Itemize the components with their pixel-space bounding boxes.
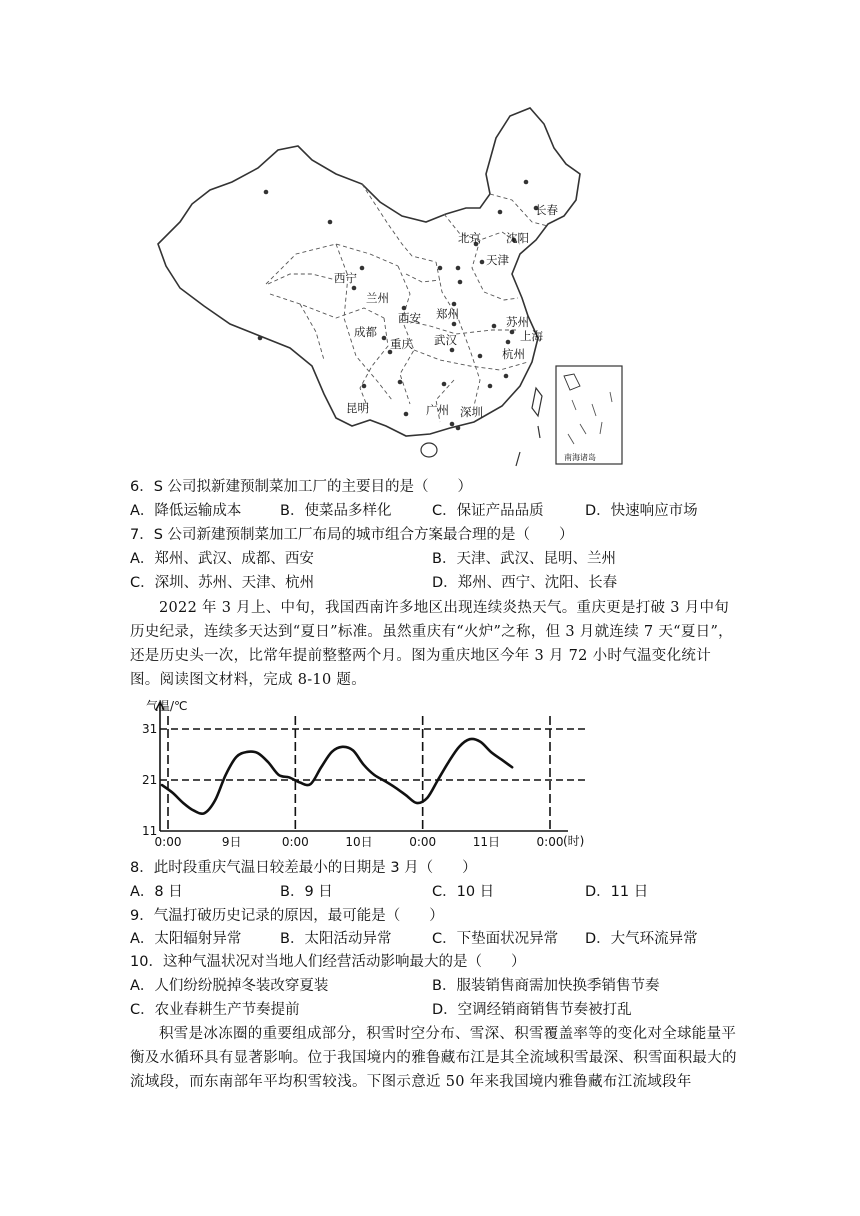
city-label-chengdu: 成都 xyxy=(354,325,377,339)
y-tick-label-2: 31 xyxy=(142,722,158,736)
city-label-chongqing: 重庆 xyxy=(390,337,413,351)
chart-ylabel: 气温/℃ xyxy=(146,699,188,713)
city-label-suzhou: 苏州 xyxy=(506,315,529,329)
q10-option-c[interactable]: C．农业春耕生产节奏提前 xyxy=(130,1002,300,1018)
hainan-island xyxy=(421,443,437,457)
q8-stem: 8．此时段重庆气温日较差最小的日期是 3 月（ ） xyxy=(130,860,477,876)
city-label-zhengzhou: 郑州 xyxy=(436,307,459,321)
q6-option-d[interactable]: D．快速响应市场 xyxy=(585,503,698,519)
q6-option-b[interactable]: B．使菜品多样化 xyxy=(280,503,392,519)
x-tick-label-3: 10日 xyxy=(345,835,373,849)
province-borders xyxy=(266,184,548,422)
city-label-hangzhou: 杭州 xyxy=(502,347,525,361)
q6-option-c[interactable]: C．保证产品品质 xyxy=(432,503,544,519)
q6-option-a[interactable]: A．降低运输成本 xyxy=(130,503,242,519)
passage-snow-cover: 积雪是冰冻圈的重要组成部分，积雪时空分布、雪深、积雪覆盖率等的变化对全球能量平衡及水循环具有显著影响。位于我国境内的雅鲁藏布江是其全流域积雪最深、积雪面积最大的流域段，而东南部年平均积雪较浅。下图示意近 50 年来我国境内雅鲁藏布江流域段年 xyxy=(130,1026,737,1090)
q9-option-d[interactable]: D．大气环流异常 xyxy=(585,931,698,947)
q7-option-d[interactable]: D．郑州、西宁、沈阳、长春 xyxy=(432,575,618,591)
q9-option-b[interactable]: B．太阳活动异常 xyxy=(280,931,392,947)
city-label-shenzhen: 深圳 xyxy=(460,405,483,419)
x-tick-label-4: 0:00 xyxy=(409,835,437,849)
x-tick-label-2: 0:00 xyxy=(281,835,309,849)
x-tick-label-1: 9日 xyxy=(221,835,242,849)
q9-stem: 9．气温打破历史记录的原因，最可能是（ ） xyxy=(130,908,444,924)
q10-option-b[interactable]: B．服装销售商需加快换季销售节奏 xyxy=(432,978,660,994)
q8-option-a[interactable]: A．8 日 xyxy=(130,884,183,900)
city-label-wuhan: 武汉 xyxy=(434,333,457,347)
city-label-xining: 西宁 xyxy=(334,271,357,285)
y-tick-label-0: 11 xyxy=(142,824,158,838)
city-label-xian: 西安 xyxy=(398,311,421,325)
q8-option-c[interactable]: C．10 日 xyxy=(432,884,495,900)
q10-stem: 10．这种气温状况对当地人们经营活动影响最大的是（ ） xyxy=(130,954,526,970)
city-label-shenyang: 沈阳 xyxy=(506,231,529,245)
passage-chongqing-heat: 2022 年 3 月上、中旬，我国西南许多地区出现连续炎热天气。重庆更是打破 3 月中旬历史纪录，连续多天达到“夏日”标准。虽然重庆有“火炉”之称，但 3 月就连续 7 天“夏日”，还是历史头一次，比常年提前整整两个月。图为重庆地区今年 3 月 72 小时气温变化统计图。阅读图文材料，完成 8-10 题。 xyxy=(130,600,733,688)
city-markers xyxy=(258,180,539,431)
q9-option-a[interactable]: A．太阳辐射异常 xyxy=(130,931,242,947)
q6-stem: 6．S 公司拟新建预制菜加工厂的主要目的是（ ） xyxy=(130,479,473,495)
q7-option-b[interactable]: B．天津、武汉、昆明、兰州 xyxy=(432,551,616,567)
q9-option-c[interactable]: C．下垫面状况异常 xyxy=(432,931,559,947)
q10-option-a[interactable]: A．人们纷纷脱掉冬装改穿夏装 xyxy=(130,978,329,994)
taiwan-island xyxy=(532,388,542,416)
city-label-shanghai: 上海 xyxy=(520,329,543,343)
x-tick-label-0: 0:00 xyxy=(154,835,182,849)
y-tick-label-1: 21 xyxy=(142,773,158,787)
city-label-lanzhou: 兰州 xyxy=(366,291,389,305)
city-label-kunming: 昆明 xyxy=(346,401,369,415)
temperature-series-line xyxy=(162,739,512,814)
q8-option-d[interactable]: D．11 日 xyxy=(585,884,649,900)
q10-option-d[interactable]: D．空调经销商销售节奏被打乱 xyxy=(432,1002,632,1018)
q8-option-b[interactable]: B．9 日 xyxy=(280,884,333,900)
city-label-beijing: 北京 xyxy=(458,231,481,245)
q7-option-a[interactable]: A．郑州、武汉、成都、西安 xyxy=(130,551,314,567)
city-label-tianjin: 天津 xyxy=(486,253,509,267)
x-tick-label-6: 0:00 xyxy=(536,835,564,849)
q7-option-c[interactable]: C．深圳、苏州、天津、杭州 xyxy=(130,575,315,591)
inset-label: 南海诸岛 xyxy=(564,453,596,462)
chart-xlabel: (时) xyxy=(563,834,585,848)
city-label-guangzhou: 广州 xyxy=(426,403,449,417)
temperature-chart xyxy=(128,694,608,854)
x-tick-label-5: 11日 xyxy=(472,835,500,849)
map-outline xyxy=(158,108,580,436)
q7-stem: 7．S 公司新建预制菜加工厂布局的城市组合方案最合理的是（ ） xyxy=(130,527,574,543)
china-map xyxy=(140,104,640,474)
city-label-changchun: 长春 xyxy=(535,203,558,217)
